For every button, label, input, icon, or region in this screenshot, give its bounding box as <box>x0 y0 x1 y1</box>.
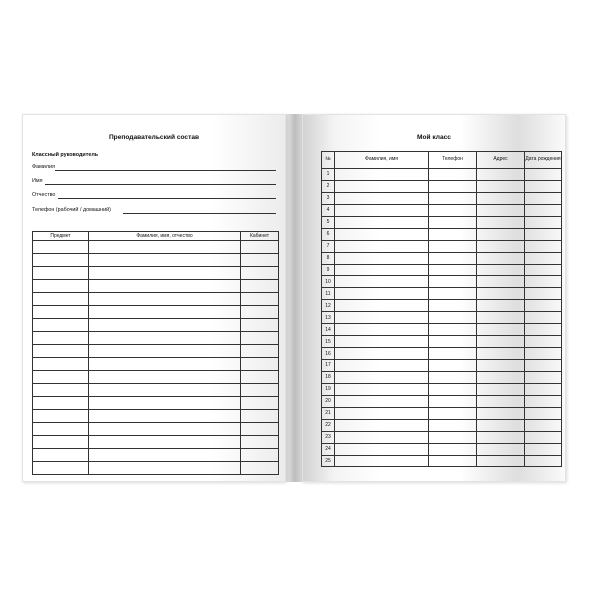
class-table-row <box>322 300 562 312</box>
class-table-cell <box>429 180 477 192</box>
class-table-cell <box>525 300 562 312</box>
class-table-cell <box>429 383 477 395</box>
row-number: 6 <box>322 228 335 240</box>
class-table-cell <box>477 288 525 300</box>
class-table-row <box>322 240 562 252</box>
class-table-cell <box>477 264 525 276</box>
phone-label: Телефон (рабочий / домашний) <box>32 207 111 213</box>
class-table-cell <box>477 192 525 204</box>
class-table-cell <box>429 312 477 324</box>
class-table-cell <box>525 348 562 360</box>
class-table-cell <box>429 240 477 252</box>
phone-line <box>123 213 276 214</box>
book-spine <box>286 114 302 482</box>
class-table-cell <box>477 407 525 419</box>
class-table-cell <box>477 431 525 443</box>
class-table-row <box>322 264 562 276</box>
number-header: № <box>322 152 335 169</box>
right-page-title: Мой класс <box>417 134 451 141</box>
class-table-cell <box>477 371 525 383</box>
teachers-table-cell <box>33 397 89 410</box>
teachers-table-cell <box>241 345 279 358</box>
teachers-table-cell <box>89 319 241 332</box>
row-number: 21 <box>322 407 335 419</box>
teachers-table <box>32 231 279 475</box>
class-table <box>321 151 562 467</box>
subject-header: Предмет <box>33 232 89 241</box>
class-table-cell <box>525 360 562 372</box>
class-table-cell <box>335 216 429 228</box>
row-number: 7 <box>322 240 335 252</box>
teachers-table-cell <box>241 397 279 410</box>
left-page <box>22 114 286 482</box>
class-table-cell <box>477 455 525 467</box>
class-table-cell <box>477 240 525 252</box>
teachers-table-cell <box>89 358 241 371</box>
left-page-title: Преподавательский состав <box>108 134 200 141</box>
class-table-cell <box>335 204 429 216</box>
class-table-cell <box>477 419 525 431</box>
class-table-cell <box>525 324 562 336</box>
teachers-table-row <box>33 254 279 267</box>
teachers-table-row <box>33 436 279 449</box>
row-number: 2 <box>322 180 335 192</box>
teachers-table-cell <box>241 423 279 436</box>
class-table-row <box>322 252 562 264</box>
teachers-table-cell <box>89 293 241 306</box>
teachers-table-cell <box>33 254 89 267</box>
row-number: 20 <box>322 395 335 407</box>
class-table-row <box>322 276 562 288</box>
row-number: 14 <box>322 324 335 336</box>
class-table-cell <box>477 324 525 336</box>
row-number: 16 <box>322 348 335 360</box>
patronymic-label: Отчество <box>32 192 56 198</box>
class-table-cell <box>429 264 477 276</box>
teachers-table-row <box>33 280 279 293</box>
teachers-table-cell <box>33 436 89 449</box>
class-table-cell <box>525 169 562 181</box>
class-table-row <box>322 419 562 431</box>
class-teacher-heading: Классный руководитель <box>32 152 99 158</box>
class-table-cell <box>335 288 429 300</box>
class-table-cell <box>477 443 525 455</box>
class-table-cell <box>335 180 429 192</box>
name-line <box>45 184 276 185</box>
class-table-cell <box>525 276 562 288</box>
address-header: Адрес <box>477 152 525 169</box>
birth-date-header: Дата рождения <box>525 152 562 169</box>
class-table-cell <box>335 383 429 395</box>
class-table-row <box>322 431 562 443</box>
teachers-table-header <box>33 232 279 241</box>
teachers-table-row <box>33 306 279 319</box>
class-table-row <box>322 455 562 467</box>
teachers-table-row <box>33 267 279 280</box>
row-number: 17 <box>322 360 335 372</box>
row-number: 23 <box>322 431 335 443</box>
teachers-table-cell <box>241 254 279 267</box>
teachers-table-cell <box>89 241 241 254</box>
teachers-table-cell <box>241 267 279 280</box>
class-table-cell <box>335 348 429 360</box>
teachers-table-cell <box>89 449 241 462</box>
class-table-cell <box>335 264 429 276</box>
row-number: 3 <box>322 192 335 204</box>
class-table-cell <box>525 252 562 264</box>
class-table-cell <box>525 204 562 216</box>
class-table-cell <box>429 419 477 431</box>
row-number: 25 <box>322 455 335 467</box>
phone-header: Телефон <box>429 152 477 169</box>
class-table-cell <box>477 348 525 360</box>
class-table-cell <box>429 443 477 455</box>
class-table-cell <box>335 395 429 407</box>
row-number: 1 <box>322 169 335 181</box>
teachers-table-cell <box>33 462 89 475</box>
teachers-table-cell <box>241 358 279 371</box>
class-table-row <box>322 169 562 181</box>
class-table-cell <box>429 324 477 336</box>
teachers-table-cell <box>89 267 241 280</box>
class-table-row <box>322 216 562 228</box>
class-table-cell <box>335 276 429 288</box>
teachers-table-cell <box>241 462 279 475</box>
teachers-table-cell <box>33 293 89 306</box>
class-table-cell <box>335 443 429 455</box>
teachers-table-row <box>33 384 279 397</box>
right-page <box>302 114 566 482</box>
class-table-cell <box>525 240 562 252</box>
class-table-cell <box>525 264 562 276</box>
class-table-cell <box>525 383 562 395</box>
teachers-table-cell <box>89 462 241 475</box>
row-number: 18 <box>322 371 335 383</box>
row-number: 12 <box>322 300 335 312</box>
student-name-header: Фамилия, имя <box>335 152 429 169</box>
class-table-cell <box>525 312 562 324</box>
class-table-row <box>322 443 562 455</box>
teachers-table-row <box>33 319 279 332</box>
class-table-row <box>322 288 562 300</box>
teachers-table-row <box>33 462 279 475</box>
teachers-table-cell <box>89 410 241 423</box>
class-table-cell <box>477 228 525 240</box>
class-table-cell <box>477 383 525 395</box>
class-table-cell <box>429 288 477 300</box>
teachers-table-row <box>33 358 279 371</box>
teachers-table-cell <box>33 410 89 423</box>
class-table-cell <box>429 228 477 240</box>
teachers-table-cell <box>33 306 89 319</box>
class-table-row <box>322 180 562 192</box>
teachers-table-cell <box>241 319 279 332</box>
class-table-cell <box>525 455 562 467</box>
row-number: 11 <box>322 288 335 300</box>
patronymic-line <box>58 198 276 199</box>
class-table-cell <box>429 192 477 204</box>
class-table-cell <box>477 204 525 216</box>
class-table-cell <box>335 169 429 181</box>
teachers-table-cell <box>33 371 89 384</box>
teachers-table-cell <box>33 384 89 397</box>
row-number: 24 <box>322 443 335 455</box>
class-table-cell <box>335 228 429 240</box>
teachers-table-row <box>33 332 279 345</box>
class-table-cell <box>429 276 477 288</box>
teachers-table-row <box>33 397 279 410</box>
class-table-cell <box>525 192 562 204</box>
teachers-table-cell <box>241 410 279 423</box>
class-table-cell <box>477 276 525 288</box>
class-table-header <box>322 152 562 169</box>
row-number: 8 <box>322 252 335 264</box>
class-table-cell <box>477 360 525 372</box>
teachers-table-cell <box>89 371 241 384</box>
class-table-cell <box>525 395 562 407</box>
class-table-cell <box>525 216 562 228</box>
class-table-row <box>322 371 562 383</box>
teachers-table-cell <box>89 254 241 267</box>
class-table-cell <box>477 169 525 181</box>
class-table-row <box>322 312 562 324</box>
teachers-table-cell <box>89 436 241 449</box>
class-table-cell <box>429 431 477 443</box>
teachers-table-cell <box>241 293 279 306</box>
class-table-cell <box>429 252 477 264</box>
class-table-cell <box>429 395 477 407</box>
class-table-cell <box>429 348 477 360</box>
teachers-table-cell <box>241 371 279 384</box>
row-number: 15 <box>322 336 335 348</box>
class-table-cell <box>477 216 525 228</box>
teachers-table-row <box>33 241 279 254</box>
teachers-table-cell <box>33 280 89 293</box>
class-table-cell <box>335 431 429 443</box>
teachers-table-row <box>33 410 279 423</box>
teachers-table-cell <box>241 306 279 319</box>
row-number: 4 <box>322 204 335 216</box>
class-table-cell <box>429 336 477 348</box>
class-table-cell <box>429 371 477 383</box>
class-table-cell <box>429 360 477 372</box>
teachers-table-cell <box>33 423 89 436</box>
teachers-table-cell <box>33 319 89 332</box>
class-table-cell <box>477 395 525 407</box>
class-table-cell <box>525 419 562 431</box>
teachers-table-cell <box>33 449 89 462</box>
teachers-table-cell <box>89 384 241 397</box>
class-table-cell <box>525 336 562 348</box>
teachers-table-cell <box>89 280 241 293</box>
class-table-row <box>322 324 562 336</box>
class-table-cell <box>477 336 525 348</box>
class-table-cell <box>525 180 562 192</box>
full-name-header: Фамилия, имя, отчество <box>89 232 241 241</box>
class-table-cell <box>525 228 562 240</box>
teachers-table-cell <box>33 241 89 254</box>
row-number: 13 <box>322 312 335 324</box>
teachers-table-cell <box>241 280 279 293</box>
class-table-row <box>322 348 562 360</box>
row-number: 19 <box>322 383 335 395</box>
row-number: 22 <box>322 419 335 431</box>
teachers-table-row <box>33 293 279 306</box>
surname-line <box>55 170 276 171</box>
teachers-table-cell <box>241 332 279 345</box>
class-table-cell <box>525 371 562 383</box>
class-table-row <box>322 228 562 240</box>
surname-label: Фамилия <box>32 164 55 170</box>
teachers-table-cell <box>241 241 279 254</box>
class-table-cell <box>335 336 429 348</box>
teachers-table-cell <box>241 449 279 462</box>
row-number: 9 <box>322 264 335 276</box>
row-number: 10 <box>322 276 335 288</box>
class-table-cell <box>477 252 525 264</box>
teachers-table-cell <box>89 345 241 358</box>
class-table-row <box>322 383 562 395</box>
teachers-table-cell <box>33 267 89 280</box>
class-table-cell <box>525 431 562 443</box>
class-table-cell <box>429 455 477 467</box>
class-table-cell <box>335 324 429 336</box>
teachers-table-row <box>33 449 279 462</box>
class-table-cell <box>525 407 562 419</box>
teachers-table-cell <box>89 306 241 319</box>
class-table-cell <box>477 312 525 324</box>
class-table-cell <box>335 360 429 372</box>
class-table-row <box>322 204 562 216</box>
class-table-row <box>322 192 562 204</box>
class-table-cell <box>335 252 429 264</box>
class-table-cell <box>429 216 477 228</box>
teachers-table-cell <box>241 384 279 397</box>
class-table-cell <box>335 371 429 383</box>
teachers-table-cell <box>33 358 89 371</box>
row-number: 5 <box>322 216 335 228</box>
room-header: Кабинет <box>241 232 279 241</box>
name-label: Имя <box>32 178 43 184</box>
class-table-row <box>322 360 562 372</box>
class-table-cell <box>335 192 429 204</box>
class-table-cell <box>477 180 525 192</box>
class-table-row <box>322 395 562 407</box>
class-table-cell <box>525 443 562 455</box>
class-table-cell <box>429 204 477 216</box>
class-table-row <box>322 407 562 419</box>
teachers-table-row <box>33 345 279 358</box>
teachers-table-cell <box>89 423 241 436</box>
class-table-cell <box>335 300 429 312</box>
class-table-cell <box>429 300 477 312</box>
class-table-cell <box>429 407 477 419</box>
teachers-table-cell <box>89 397 241 410</box>
teachers-table-row <box>33 371 279 384</box>
teachers-table-cell <box>33 332 89 345</box>
class-table-cell <box>335 240 429 252</box>
class-table-cell <box>335 419 429 431</box>
class-table-cell <box>335 312 429 324</box>
class-table-cell <box>335 407 429 419</box>
class-table-cell <box>335 455 429 467</box>
class-table-cell <box>429 169 477 181</box>
teachers-table-row <box>33 423 279 436</box>
class-table-row <box>322 336 562 348</box>
class-table-cell <box>477 300 525 312</box>
class-table-cell <box>525 288 562 300</box>
teachers-table-cell <box>33 345 89 358</box>
teachers-table-cell <box>89 332 241 345</box>
teachers-table-cell <box>241 436 279 449</box>
